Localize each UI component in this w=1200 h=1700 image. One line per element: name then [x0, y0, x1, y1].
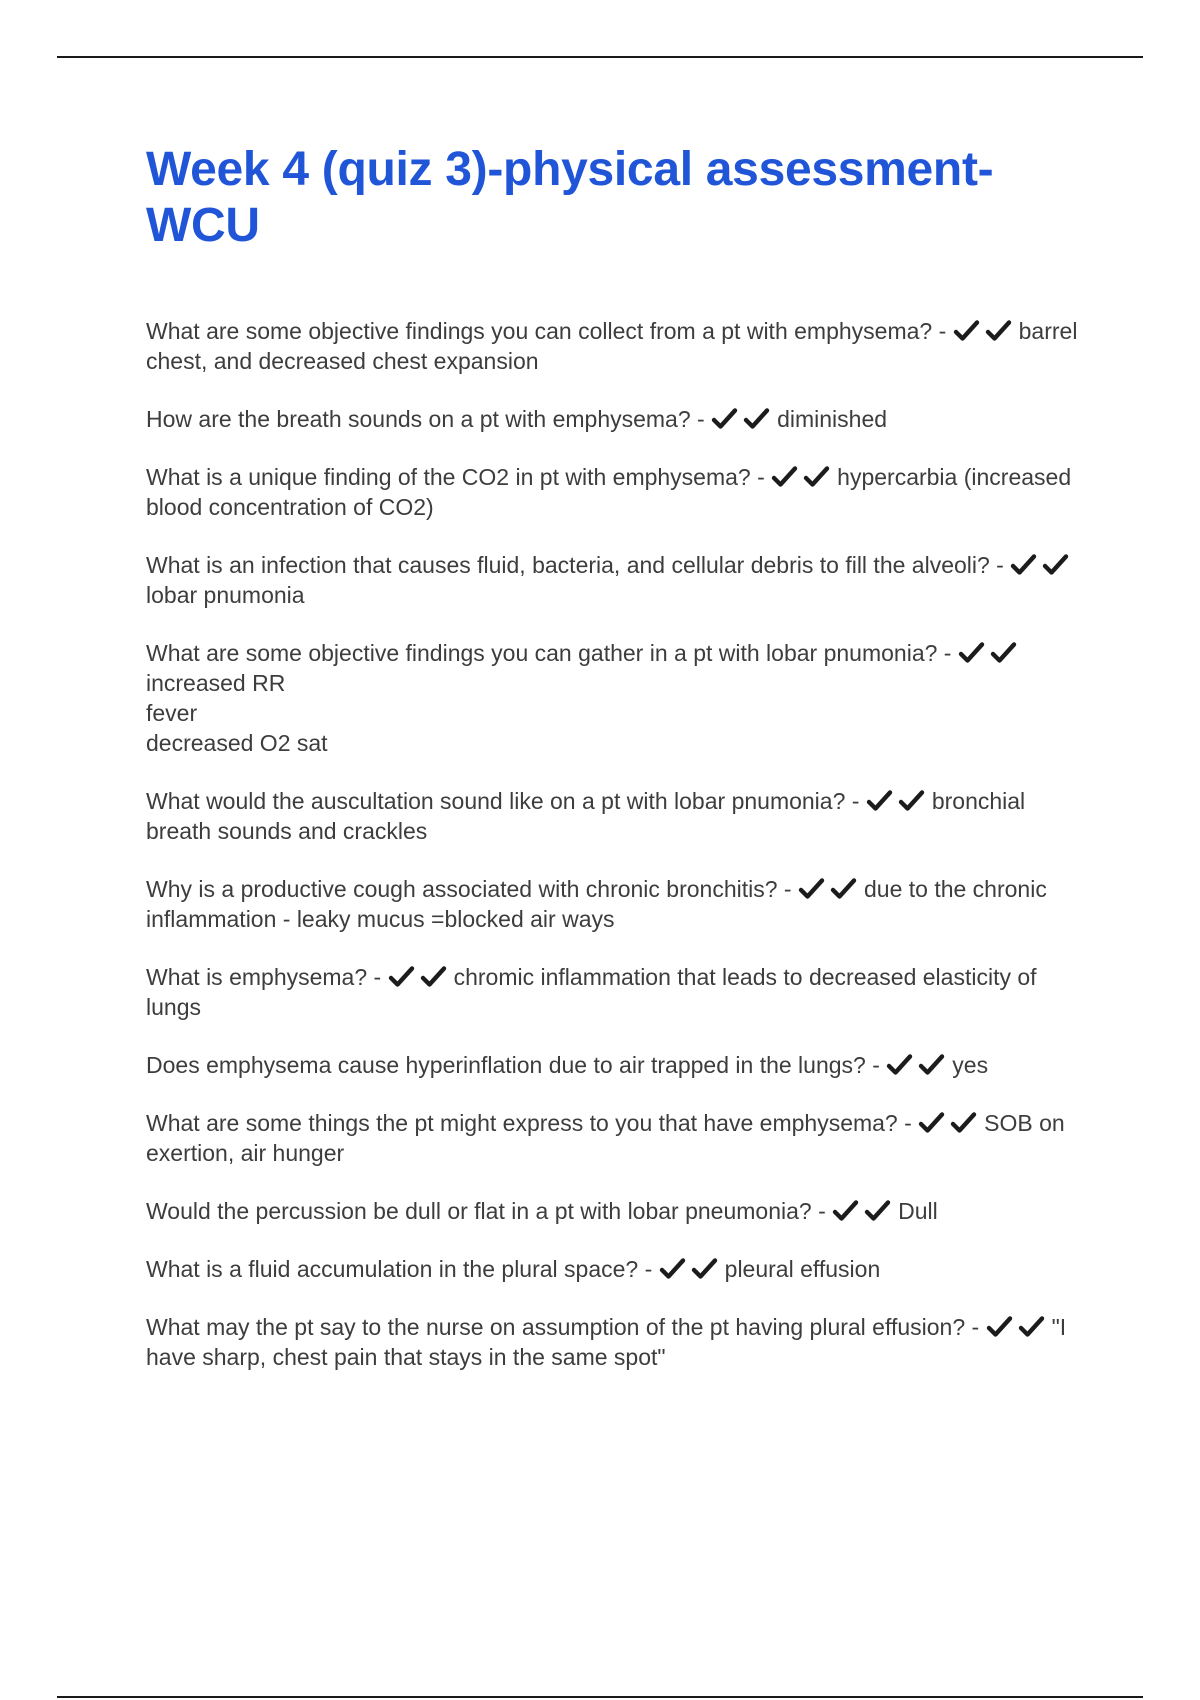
- question-text: What is emphysema? -: [146, 964, 382, 990]
- answer-checkmarks: [659, 1254, 723, 1284]
- question-text: Would the percussion be dull or flat in a pt with lobar pneumonia? -: [146, 1198, 826, 1224]
- answer-text: chromic inflammation that leads to decreased elasticity of lungs: [146, 964, 1037, 1020]
- check-icon: [950, 1111, 978, 1135]
- question-text: What is a fluid accumulation in the plural space? -: [146, 1256, 653, 1282]
- check-icon: [1042, 553, 1070, 577]
- qa-item: [146, 316, 1086, 376]
- answer-checkmarks: [866, 786, 930, 816]
- check-icon: [1010, 553, 1038, 577]
- check-icon: [898, 789, 926, 813]
- check-icon: [711, 407, 739, 431]
- check-icon: [985, 319, 1013, 343]
- page-title: Week 4 (quiz 3)-physical assessment- WCU: [146, 143, 994, 252]
- qa-item: [146, 1108, 1086, 1168]
- answer-text: due to the chronic inflammation - leaky mucus =blocked air ways: [146, 876, 1047, 932]
- answer-text: Dull: [898, 1198, 938, 1224]
- check-icon: [953, 319, 981, 343]
- qa-item: [146, 962, 1086, 1022]
- check-icon: [832, 1199, 860, 1223]
- answer-checkmarks: [953, 316, 1017, 346]
- question-text: How are the breath sounds on a pt with emphysema? -: [146, 406, 705, 432]
- answer-checkmarks: [798, 874, 862, 904]
- answer-text: bronchial breath sounds and crackles: [146, 788, 1026, 844]
- answer-checkmarks: [711, 404, 775, 434]
- question-text: What is an infection that causes fluid, bacteria, and cellular debris to fill the alveoli? -: [146, 552, 1004, 578]
- check-icon: [866, 789, 894, 813]
- check-icon: [691, 1257, 719, 1281]
- qa-item: [146, 404, 1086, 434]
- question-text: Does emphysema cause hyperinflation due to air trapped in the lungs? -: [146, 1052, 880, 1078]
- qa-item: [146, 1312, 1086, 1372]
- answer-checkmarks: [918, 1108, 982, 1138]
- answer-checkmarks: [886, 1050, 950, 1080]
- qa-item: [146, 1196, 1086, 1226]
- answer-text: yes: [952, 1052, 989, 1078]
- answer-checkmarks: [832, 1196, 896, 1226]
- question-text: What are some objective findings you can collect from a pt with emphysema? -: [146, 318, 947, 344]
- qa-list: [146, 316, 1086, 1372]
- answer-text: pleural effusion: [724, 1256, 881, 1282]
- question-text: What are some things the pt might express to you that have emphysema? -: [146, 1110, 912, 1136]
- check-icon: [918, 1053, 946, 1077]
- answer-text: "I have sharp, chest pain that stays in the same spot": [146, 1314, 1067, 1370]
- answer-checkmarks: [388, 962, 452, 992]
- question-text: What may the pt say to the nurse on assumption of the pt having plural effusion? -: [146, 1314, 980, 1340]
- answer-checkmarks: [986, 1312, 1050, 1342]
- check-icon: [958, 641, 986, 665]
- answer-checkmarks: [771, 462, 835, 492]
- question-text: What are some objective findings you can gather in a pt with lobar pnumonia? -: [146, 640, 952, 666]
- top-rule: [57, 56, 1143, 58]
- document-body: [146, 142, 1086, 1400]
- answer-text: barrel chest, and decreased chest expansion: [146, 318, 1078, 374]
- answer-text: lobar pnumonia: [146, 582, 305, 608]
- qa-item: [146, 462, 1086, 522]
- answer-text: diminished: [777, 406, 888, 432]
- check-icon: [864, 1199, 892, 1223]
- qa-item: [146, 1050, 1086, 1080]
- check-icon: [771, 465, 799, 489]
- check-icon: [420, 965, 448, 989]
- qa-item: [146, 1254, 1086, 1284]
- check-icon: [918, 1111, 946, 1135]
- answer-checkmarks: [958, 638, 1022, 668]
- check-icon: [1018, 1315, 1046, 1339]
- question-text: Why is a productive cough associated with chronic bronchitis? -: [146, 876, 792, 902]
- qa-item: [146, 786, 1086, 846]
- answer-text: SOB on exertion, air hunger: [146, 1110, 1065, 1166]
- check-icon: [743, 407, 771, 431]
- qa-item: [146, 550, 1086, 610]
- qa-item: [146, 638, 1086, 758]
- bottom-rule: [57, 1696, 1143, 1698]
- check-icon: [886, 1053, 914, 1077]
- check-icon: [830, 877, 858, 901]
- check-icon: [659, 1257, 687, 1281]
- question-text: What is a unique finding of the CO2 in pt with emphysema? -: [146, 464, 765, 490]
- check-icon: [798, 877, 826, 901]
- answer-text: hypercarbia (increased blood concentration of CO2): [146, 464, 1072, 520]
- qa-item: [146, 874, 1086, 934]
- check-icon: [990, 641, 1018, 665]
- question-text: What would the auscultation sound like on a pt with lobar pnumonia? -: [146, 788, 860, 814]
- answer-checkmarks: [1010, 550, 1074, 580]
- check-icon: [986, 1315, 1014, 1339]
- answer-text: increased RR fever decreased O2 sat: [146, 670, 328, 756]
- check-icon: [388, 965, 416, 989]
- check-icon: [803, 465, 831, 489]
